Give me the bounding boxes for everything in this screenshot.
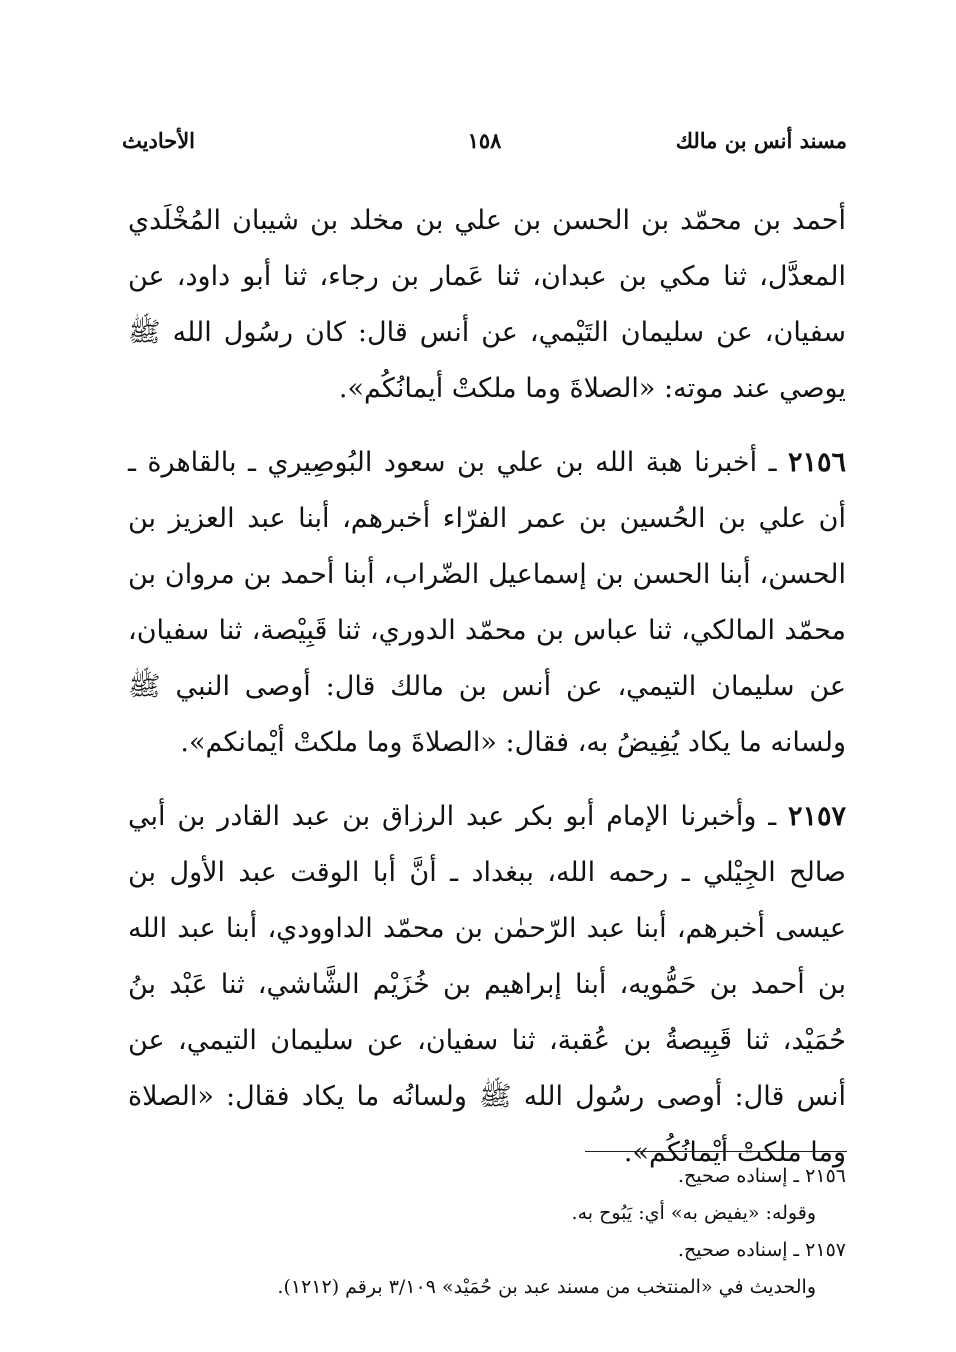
page-number: ١٥٨ <box>467 128 502 153</box>
paragraph-continuation <box>128 193 846 417</box>
footnote-line: ٢١٥٧ ـ إسناده صحيح. <box>677 1239 846 1261</box>
section-title: مسند أنس بن مالك <box>675 128 847 153</box>
footnote-line: وقوله: «يفيض به» أي: يَبُوح به. <box>571 1202 816 1224</box>
page-header <box>122 128 847 162</box>
footnote-divider <box>585 1151 847 1152</box>
paragraph-text: ـ أخبرنا هبة الله بن علي بن سعود البُوصِيري ـ بالقاهرة ـ أن علي بن الحُسين بن عمر الفرّاء أخبرهم، أبنا عبد العزيز بن الحسن، أبنا الحسن بن إسماعيل الضّراب، أبنا أحمد بن مروان بن محمّد المالكي، ثنا عباس بن محمّد الدوري، ثنا قَبِيْصة، ثنا سفيان، عن سليمان التيمي، عن أنس بن مالك قال: أوصى النبي ﷺ ولسانه ما يكاد يُفِيضُ به، فقال: «الصلاةَ وما ملكتْ أيْمانكم». <box>128 447 847 758</box>
hadith-2157 <box>128 789 846 1181</box>
hadith-number: ٢١٥٦ <box>787 447 846 478</box>
main-text <box>128 193 846 1199</box>
paragraph-text: أحمد بن محمّد بن الحسن بن علي بن مخلد بن شيبان المُخْلَدي المعدَّل، ثنا مكي بن عبدان، ثنا عَمار بن رجاء، ثنا أبو داود، عن سفيان، عن سليمان التَيْمي، عن أنس قال: كان رسُول الله ﷺ يوصي عند موته: «الصلاةَ وما ملكتْ أيمانُكُم». <box>128 205 846 404</box>
paragraph-text: ـ وأخبرنا الإمام أبو بكر عبد الرزاق بن عبد القادر بن أبي صالح الجِيْلي ـ رحمه الله، ببغداد ـ أنَّ أبا الوقت عبد الأول بن عيسى أخبرهم، أبنا عبد الرّحمٰن بن محمّد الداوودي، أبنا عبد الله بن أحمد بن حَمُّويه، أبنا إبراهيم بن خُزَيْم الشَّاشي، ثنا عَبْد بنُ حُمَيْد، ثنا قَبِيصةُ بن عُقبة، ثنا سفيان، عن سليمان التيمي، عن أنس قال: أوصى رسُول الله ﷺ ولسانُه ما يكاد فقال: «الصلاة وما ملكتْ أيْمانُكُم». <box>128 801 846 1168</box>
hadith-number: ٢١٥٧ <box>788 801 847 832</box>
book-part-title: الأحاديث <box>122 128 196 153</box>
footnote-line: والحديث في «المنتخب من مسند عبد بن حُمَيْد» ٣/١٠٩ برقم (١٢١٢). <box>277 1276 816 1298</box>
footnotes <box>150 1158 846 1306</box>
hadith-2156 <box>128 435 846 771</box>
footnote-line: ٢١٥٦ ـ إسناده صحيح. <box>677 1165 846 1187</box>
